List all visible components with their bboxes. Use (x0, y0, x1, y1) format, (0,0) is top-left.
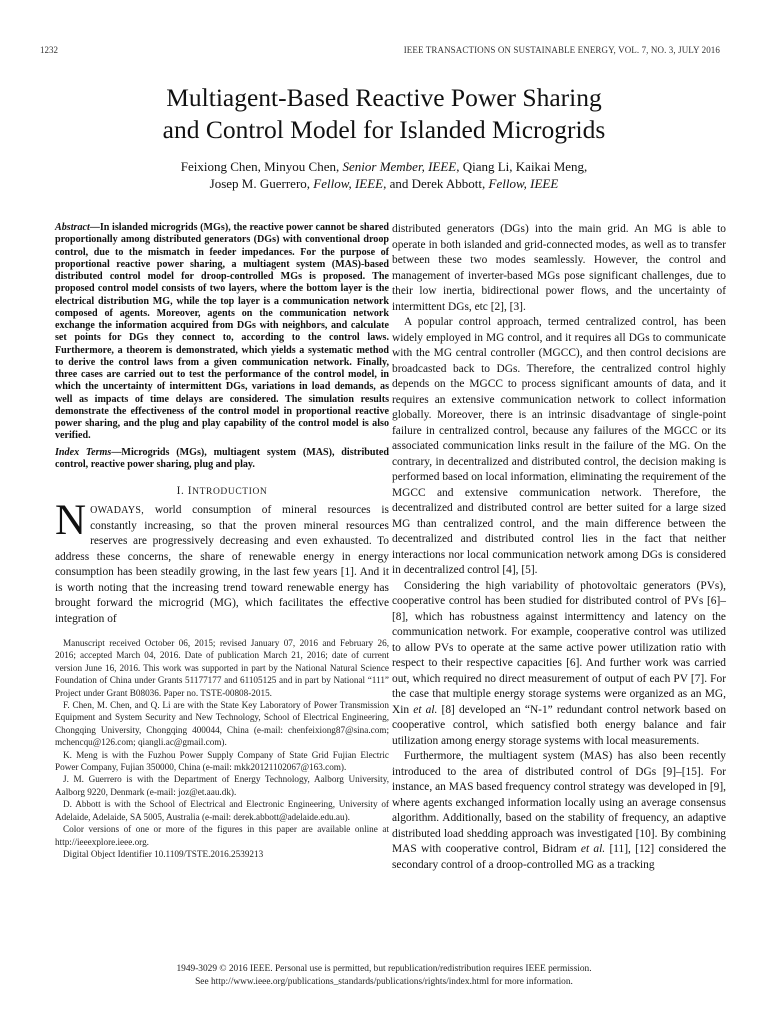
copyright-line-1: 1949-3029 © 2016 IEEE. Personal use is permitted, but republication/redistribution requires IEEE permission. (176, 964, 592, 974)
footnote-doi: Digital Object Identifier 10.1109/TSTE.2016.2539213 (63, 848, 264, 859)
abstract-text: —In islanded microgrids (MGs), the reactive power cannot be shared proportionally among distributed generators (DGs) with conventional droop control, due to the mismatch in feeder impedances. For the purpose of proportional reactive power sharing, a multiagent system (MAS)-based distributed control model for droop-controlled MGs is proposed. The proposed control model consists of two layers, where the bottom layer is the electrical distribution MG, while the top layer is a communication network composed of agents. Moreover, agents on the communication network exchange the information acquired from DGs with neighbors, and calculate set points for DGs they connect to, according to the control laws. Furthermore, a theorem is demonstrated, which yields a systematic method to derive the control laws from a given communication network. Finally, three cases are carried out to test the performance of the control model, in which the uncertainty of intermittent DGs, variations in load demands, as well as impacts of time delays are considered. The simulation results demonstrate the effectiveness of the control model in proportional reactive power sharing, and the plug and play capability of the control model is also verified. (55, 222, 389, 442)
paragraph-cooperative-control: Considering the high variability of photovoltaic generators (PVs), cooperative control has been studied for distributed control of PVs [6]–[8], which has robustness against intermittency and latency on the communication network. For example, cooperative control was utilized to allow PVs to operate at the same active power utilization ratio with respect to their respective capacities [6]. And further work was carried out, which required no direct measurement of output of each PV [7]. For the case that multiple energy storage systems were organized as an MG, Xin et al. [8] developed an “N-1” redundant control network based on cooperative control, which satisfied both energy balance and fair utilization among energy storage systems with local measurements. (392, 579, 727, 747)
footnotes (55, 637, 389, 860)
intro-paragraph-1: NOWADAYS, world consumption of mineral resources is constantly increasing, so that the proven mineral resources reserves are progressively decreasing and even exhausted. To address these concerns, the share of renewable energy in energy consumption has been steadily growing, in the last few years [1]. And it is worth noting that the increasing trend toward renewable energy has brought forward the microgrid (MG), which facilitates the effective integration of (55, 497, 389, 625)
footnote-affiliation-1: F. Chen, M. Chen, and Q. Li are with the State Key Laboratory of Power Transmission Equipment and System Security and New Technology, School of Electrical Engineering, Chongqing University, Chongqing 400044, China (e-mail: chenfeixiong87@sina.com; mchencqu@126.com; qiangli.ac@gmail.com). (55, 700, 389, 748)
abstract (55, 222, 389, 443)
paragraph-centralized-control: A popular control approach, termed centralized control, has been widely employed in MG control, and it requires all DGs to communicate with the MG central controller (MGCC), and then control decisions are broadcasted back to DGs. Therefore, the centralized control highly depends on the MGCC to process significant amounts of data, and it requires an extensive communication network to collect information globally. Moreover, there is an intrinsic disadvantage of single-point failure in centralized control, because any failures of the MGCC or its associated communication links result in the failure of the MG. On the contrary, in decentralized and distributed control, the decision making is performed based on local information, eliminating the requirement of the MGCC and extensive communication network. Therefore, the decentralized and distributed control are better suited for a large sized MG than centralized control, and the main difference between the decentralized and distributed control lies in the fact that neither interactions nor local communication network among DGs is considered in decentralized control [4], [5]. (392, 316, 726, 576)
author-line-1: Feixiong Chen, Minyou Chen, Senior Member, IEEE, Qiang Li, Kaikai Meng, (180, 159, 588, 174)
index-terms-label: Index Terms (55, 446, 112, 458)
paper-title (40, 82, 728, 146)
footnote-affiliation-3: J. M. Guerrero is with the Department of Energy Technology, Aalborg University, Aalborg 9220, Denmark (e-mail: joz@et.aau.dk). (55, 774, 389, 797)
index-terms (55, 447, 389, 472)
footnote-color-versions: Color versions of one or more of the figures in this paper are available online at http://ieeexplore.ieee.org. (55, 824, 389, 847)
copyright-line-2: See http://www.ieee.org/publications_standards/publications/rights/index.html for more information. (195, 977, 573, 987)
author-line-2: Josep M. Guerrero, Fellow, IEEE, and Derek Abbott, Fellow, IEEE (209, 176, 559, 191)
page-number: 1232 (40, 45, 58, 55)
left-column (55, 222, 389, 860)
introduction-body (55, 497, 389, 627)
title-line-1: Multiagent-Based Reactive Power Sharing (166, 83, 602, 112)
running-header (40, 45, 720, 59)
right-column (392, 222, 726, 873)
journal-name: IEEE TRANSACTIONS ON SUSTAINABLE ENERGY, VOL. 7, NO. 3, JULY 2016 (403, 45, 720, 55)
right-column-body (392, 222, 726, 873)
footnote-affiliation-2: K. Meng is with the Fuzhou Power Supply Company of State Grid Fujian Electric Power Company, Fujian 350000, China (e-mail: mkk20121102067@163.com). (55, 749, 389, 773)
copyright-notice (40, 963, 728, 989)
abstract-label: Abstract (55, 222, 90, 233)
footnote-affiliation-4: D. Abbott is with the School of Electrical and Electronic Engineering, University of Adelaide, Adelaide, SA 5005, Australia (e-mail: derek.abbott@adelaide.edu.au). (55, 799, 389, 822)
footnote-manuscript: Manuscript received October 06, 2015; revised January 07, 2016 and February 26, 2016; accepted March 04, 2016. Date of publication March 21, 2016; date of current version June 16, 2016. This work was supported in part by the National Natural Science Foundation of China under Grants 51177177 and 61105125 and in part by National “111” Project under Grant B08036. Paper no. TSTE-00808-2015. (55, 638, 389, 698)
section-heading-introduction: I. INTRODUCTION (176, 485, 268, 497)
paragraph-continued: distributed generators (DGs) into the main grid. An MG is able to operate in both islanded and grid-connected modes, as well as to transfer between these two modes seamlessly. However, the control and management of inverter-based MGs pose significant challenges, due to their low inertia, bidirectional power flows, and the uncertainty of intermittent DGs, etc [2], [3]. (392, 223, 726, 313)
title-line-2: and Control Model for Islanded Microgrids (162, 115, 606, 144)
author-list (40, 158, 728, 192)
index-terms-text: —Microgrids (MGs), multiagent system (MAS), distributed control, reactive power sharing, plug and play. (55, 446, 389, 470)
drop-cap: N (55, 497, 87, 544)
paragraph-multiagent-system: Furthermore, the multiagent system (MAS) has also been recently introduced to the area of distributed control of DGs [9]–[15]. For instance, an MAS based frequency control strategy was developed in [9], where agents exchanged information locally using an average consensus algorithm. Additionally, based on the stability of frequency, an adaptive distributed load shedding approach was investigated [10]. By combining MAS with cooperative control, Bidram et al. [11], [12] considered the secondary control of a droop-controlled MG as a tracking (392, 750, 727, 871)
